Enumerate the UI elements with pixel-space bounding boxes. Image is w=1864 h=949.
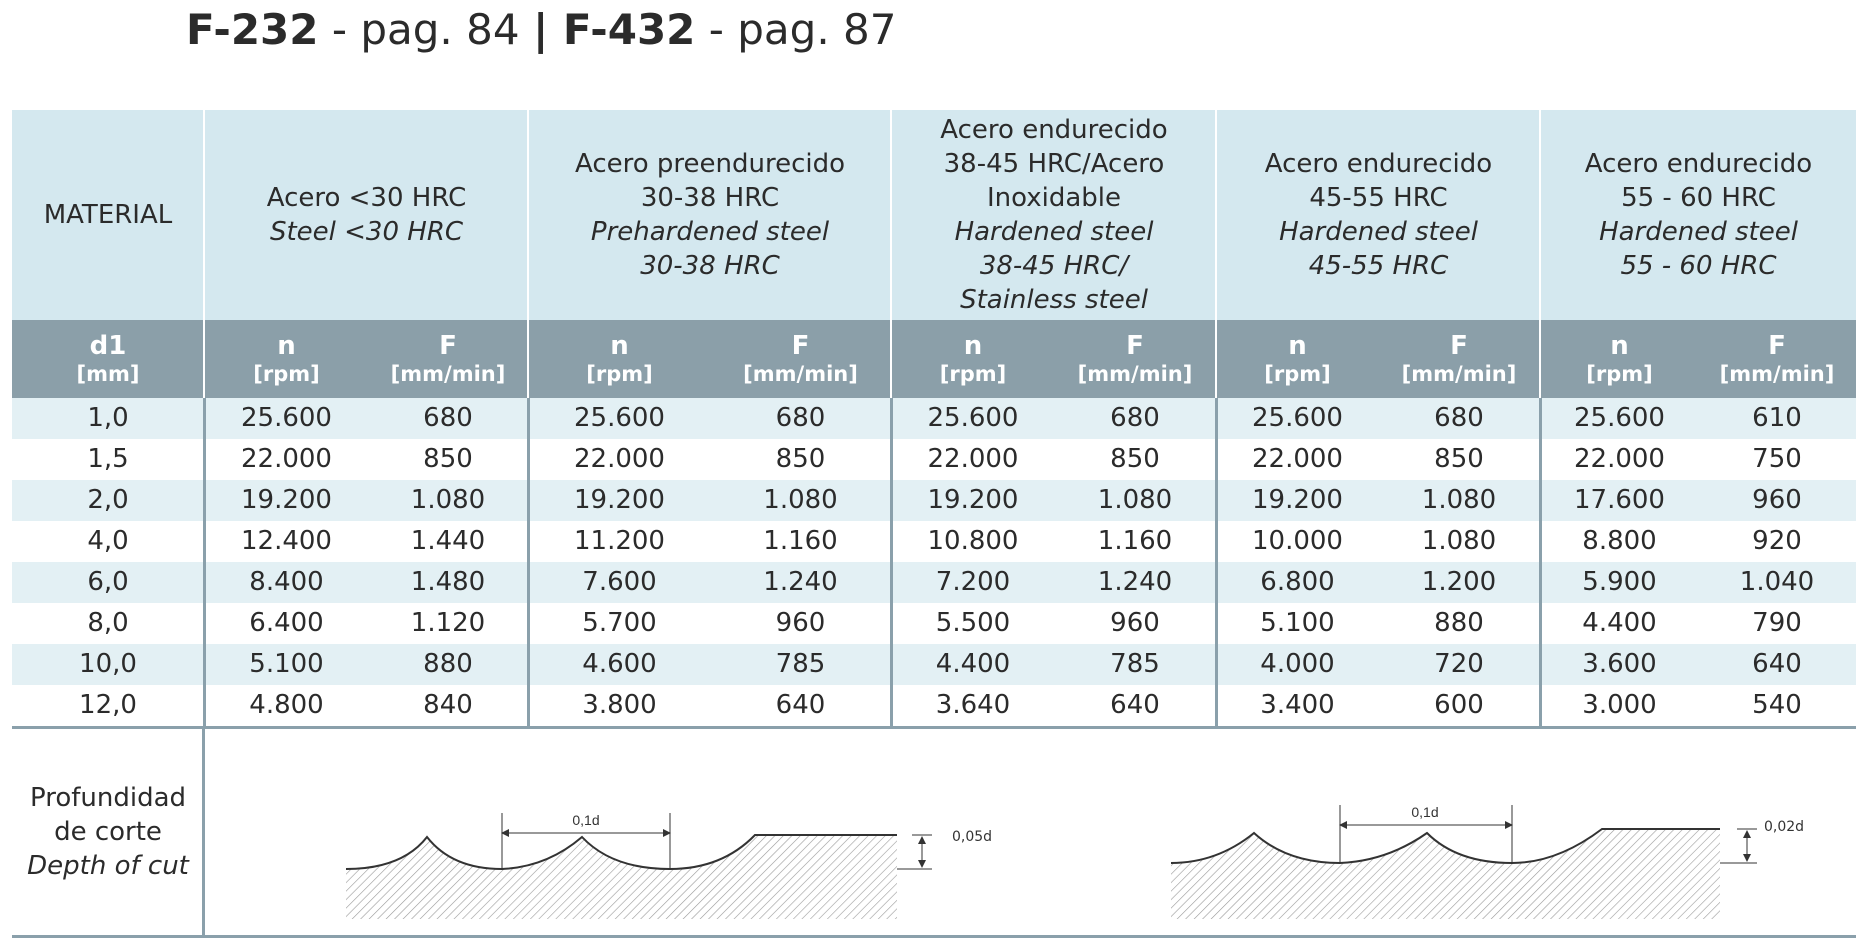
rpm-header (1541, 320, 1698, 398)
column-divider (527, 521, 530, 562)
table-row (12, 398, 1856, 439)
feed-cell: 610 (1752, 403, 1802, 433)
diameter-cell: 10,0 (79, 649, 137, 679)
material-group-4 (1217, 110, 1540, 320)
feed-unit: [mm/min] (1401, 362, 1517, 386)
depth-diagram-2 (1157, 769, 1757, 919)
material-label (12, 110, 204, 320)
feed-cell: 640 (1752, 649, 1802, 679)
feed-cell: 1.120 (410, 608, 486, 638)
diameter-cell: 8,0 (87, 608, 129, 638)
feed-cell: 1.160 (763, 526, 838, 556)
column-divider (890, 644, 893, 685)
column-divider (890, 685, 893, 726)
column-divider (1215, 603, 1218, 644)
feed-cell: 1.080 (1421, 485, 1497, 515)
rpm-cell: 3.000 (1582, 690, 1657, 720)
diameter-cell: 6,0 (87, 567, 129, 597)
diameter-cell: 4,0 (87, 526, 129, 556)
feed-cell: 680 (1110, 403, 1160, 433)
column-divider (203, 685, 206, 726)
column-divider (527, 685, 530, 726)
feed-label: F (1450, 331, 1468, 361)
group-4-italic-line: 45-55 HRC (1308, 251, 1449, 281)
feed-cell: 540 (1752, 690, 1802, 720)
feed-cell: 1.480 (410, 567, 486, 597)
rpm-cell: 8.800 (1582, 526, 1657, 556)
unit-header-row (12, 320, 1856, 398)
rpm-header (892, 320, 1054, 398)
table-row (12, 439, 1856, 480)
group-3-line: 38-45 HRC/Acero (943, 149, 1165, 179)
rpm-cell: 5.100 (1260, 608, 1335, 638)
rpm-cell: 25.600 (241, 403, 332, 433)
column-divider (527, 562, 530, 603)
feed-cell: 750 (1752, 444, 1802, 474)
feed-header (1054, 320, 1216, 398)
rpm-label: n (277, 331, 296, 361)
column-divider (1215, 685, 1218, 726)
feed-cell: 1.160 (1097, 526, 1173, 556)
diameter-cell: 1,0 (87, 403, 129, 433)
column-divider (1215, 439, 1218, 480)
rpm-cell: 22.000 (574, 444, 665, 474)
column-divider (1539, 644, 1542, 685)
feed-cell: 960 (1752, 485, 1802, 515)
rpm-cell: 25.600 (574, 403, 665, 433)
column-divider (890, 562, 893, 603)
rpm-cell: 11.200 (574, 526, 665, 556)
column-divider (1215, 110, 1217, 320)
feed-cell: 680 (775, 403, 826, 433)
feed-cell: 1.080 (1097, 485, 1173, 515)
rpm-header (529, 320, 710, 398)
column-divider (527, 110, 529, 320)
d1-header (12, 320, 204, 398)
feed-cell: 920 (1752, 526, 1802, 556)
feed-cell: 1.080 (1421, 526, 1497, 556)
column-divider (203, 320, 205, 398)
column-divider (1539, 110, 1541, 320)
column-divider (203, 562, 206, 603)
feed-unit: [mm/min] (1077, 362, 1193, 386)
feed-header (368, 320, 528, 398)
width-label: 0,1d (572, 812, 600, 828)
rpm-cell: 22.000 (1574, 444, 1665, 474)
group-4-line: Acero endurecido (1264, 149, 1493, 179)
feed-cell: 960 (775, 608, 826, 638)
material-group-3 (892, 110, 1216, 320)
feed-cell: 1.040 (1739, 567, 1815, 597)
column-divider (1215, 320, 1217, 398)
feed-label: F (1126, 331, 1144, 361)
diameter-cell: 2,0 (87, 485, 129, 515)
column-divider (890, 603, 893, 644)
feed-label: F (791, 331, 810, 361)
rpm-cell: 7.600 (582, 567, 657, 597)
rpm-unit: [rpm] (1586, 362, 1653, 386)
feed-cell: 720 (1434, 649, 1484, 679)
column-divider (1539, 562, 1542, 603)
column-divider (1539, 521, 1542, 562)
feed-cell: 640 (1110, 690, 1160, 720)
feed-cell: 880 (1434, 608, 1484, 638)
rpm-cell: 12.400 (241, 526, 332, 556)
table-row (12, 685, 1856, 726)
depth-of-cut-row (12, 726, 1856, 938)
column-divider (527, 320, 529, 398)
feed-header (710, 320, 891, 398)
group-5-italic-line: 55 - 60 HRC (1620, 251, 1777, 281)
column-divider (202, 729, 205, 935)
rpm-cell: 5.500 (935, 608, 1011, 638)
feed-unit: [mm/min] (743, 362, 858, 386)
rpm-cell: 25.600 (1574, 403, 1665, 433)
feed-cell: 640 (775, 690, 826, 720)
material-group-2 (529, 110, 891, 320)
rpm-cell: 10.000 (1252, 526, 1343, 556)
column-divider (1215, 398, 1218, 439)
workpiece-hatch (346, 835, 897, 919)
d1-label: d1 (89, 331, 127, 361)
rpm-cell: 5.100 (249, 649, 324, 679)
rpm-cell: 25.600 (927, 403, 1019, 433)
table-row (12, 480, 1856, 521)
rpm-cell: 4.000 (1260, 649, 1335, 679)
depth-label-2: 0,02d (1764, 819, 1805, 835)
page-ref-1: - pag. 84 (318, 5, 533, 54)
column-divider (1539, 320, 1541, 398)
group-3-italic-line: 38-45 HRC/ (979, 251, 1129, 281)
product-code-2: F-432 (548, 5, 696, 54)
rpm-cell: 6.800 (1260, 567, 1335, 597)
rpm-unit: [rpm] (586, 362, 653, 386)
depth-label-italic: Depth of cut (27, 851, 189, 881)
rpm-unit: [rpm] (939, 362, 1007, 386)
column-divider (527, 480, 530, 521)
material-label-text: MATERIAL (43, 200, 173, 230)
rpm-cell: 3.800 (582, 690, 657, 720)
feed-cell: 880 (423, 649, 473, 679)
workpiece-hatch (1171, 829, 1720, 919)
rpm-cell: 19.200 (927, 485, 1019, 515)
depth-label-line: de corte (54, 817, 162, 847)
feed-cell: 785 (775, 649, 826, 679)
rpm-cell: 4.400 (1582, 608, 1657, 638)
group-3-line: Inoxidable (986, 183, 1122, 213)
column-divider (203, 398, 206, 439)
group-2-italic-line: 30-38 HRC (640, 251, 780, 281)
column-divider (1215, 562, 1218, 603)
material-header-row (12, 110, 1856, 320)
rpm-cell: 6.400 (249, 608, 324, 638)
column-divider (203, 603, 206, 644)
depth-label-1: 0,05d (952, 829, 993, 845)
feed-cell: 1.080 (763, 485, 838, 515)
column-divider (203, 439, 206, 480)
feed-cell: 785 (1110, 649, 1160, 679)
data-rows (12, 398, 1856, 726)
table-row (12, 644, 1856, 685)
column-divider (1215, 480, 1218, 521)
feed-header (1698, 320, 1856, 398)
rpm-cell: 5.900 (1582, 567, 1657, 597)
feed-cell: 840 (423, 690, 473, 720)
group-2-italic-line: Prehardened steel (590, 217, 830, 247)
rpm-cell: 3.600 (1582, 649, 1657, 679)
feed-cell: 1.240 (1097, 567, 1173, 597)
rpm-cell: 5.700 (582, 608, 657, 638)
group-3-italic-line: Stainless steel (960, 285, 1148, 315)
rpm-label: n (963, 331, 983, 361)
feed-cell: 850 (775, 444, 826, 474)
group-1-italic-line: Steel <30 HRC (269, 217, 464, 247)
rpm-cell: 19.200 (1252, 485, 1343, 515)
d1-unit: [mm] (76, 362, 140, 386)
rpm-unit: [rpm] (253, 362, 320, 386)
feed-cell: 1.200 (1421, 567, 1497, 597)
page-ref-2: - pag. 87 (695, 5, 897, 54)
depth-of-cut-label (12, 729, 204, 935)
group-4-italic-line: Hardened steel (1279, 217, 1478, 247)
rpm-header (205, 320, 368, 398)
group-5-line: Acero endurecido (1584, 149, 1813, 179)
table-row (12, 521, 1856, 562)
rpm-header (1217, 320, 1378, 398)
rpm-cell: 25.600 (1252, 403, 1343, 433)
column-divider (527, 644, 530, 685)
feed-cell: 1.240 (763, 567, 838, 597)
rpm-cell: 22.000 (241, 444, 332, 474)
column-divider (1539, 603, 1542, 644)
column-divider (203, 644, 206, 685)
material-group-1 (205, 110, 528, 320)
column-divider (890, 398, 893, 439)
feed-cell: 680 (423, 403, 473, 433)
rpm-cell: 7.200 (935, 567, 1011, 597)
rpm-cell: 4.400 (935, 649, 1011, 679)
rpm-cell: 4.800 (249, 690, 324, 720)
feed-cell: 850 (1434, 444, 1484, 474)
page-title (186, 2, 896, 58)
depth-diagram-1 (332, 769, 932, 919)
column-divider (1539, 480, 1542, 521)
feed-unit: [mm/min] (1719, 362, 1835, 386)
feed-cell: 1.440 (410, 526, 486, 556)
column-divider (1215, 521, 1218, 562)
group-3-italic-line: Hardened steel (954, 217, 1154, 247)
rpm-cell: 10.800 (927, 526, 1019, 556)
rpm-label: n (610, 331, 629, 361)
cutting-data-table (12, 110, 1856, 938)
rpm-cell: 22.000 (1252, 444, 1343, 474)
feed-label: F (1768, 331, 1786, 361)
feed-cell: 1.080 (410, 485, 486, 515)
column-divider (203, 480, 206, 521)
group-2-line: 30-38 HRC (640, 183, 780, 213)
width-label: 0,1d (1411, 804, 1439, 820)
column-divider (203, 521, 206, 562)
column-divider (1539, 685, 1542, 726)
feed-unit: [mm/min] (390, 362, 506, 386)
group-4-line: 45-55 HRC (1309, 183, 1448, 213)
diameter-cell: 12,0 (79, 690, 137, 720)
group-1-line: Acero <30 HRC (266, 183, 467, 213)
column-divider (1539, 439, 1542, 480)
column-divider (890, 110, 892, 320)
diameter-cell: 1,5 (87, 444, 129, 474)
feed-label: F (439, 331, 457, 361)
rpm-cell: 19.200 (574, 485, 665, 515)
column-divider (527, 398, 530, 439)
column-divider (890, 521, 893, 562)
group-5-italic-line: Hardened steel (1599, 217, 1798, 247)
rpm-cell: 3.400 (1260, 690, 1335, 720)
feed-cell: 850 (423, 444, 473, 474)
rpm-label: n (1610, 331, 1629, 361)
rpm-label: n (1288, 331, 1307, 361)
rpm-cell: 22.000 (927, 444, 1019, 474)
feed-cell: 680 (1434, 403, 1484, 433)
group-3-line: Acero endurecido (940, 115, 1168, 145)
group-5-line: 55 - 60 HRC (1621, 183, 1776, 213)
depth-label-line: Profundidad (29, 783, 187, 813)
table-row (12, 603, 1856, 644)
title-separator: | (532, 5, 549, 54)
feed-cell: 850 (1110, 444, 1160, 474)
column-divider (203, 110, 205, 320)
rpm-unit: [rpm] (1264, 362, 1331, 386)
product-code-1: F-232 (186, 5, 319, 54)
rpm-cell: 19.200 (241, 485, 332, 515)
feed-header (1378, 320, 1540, 398)
rpm-cell: 4.600 (582, 649, 657, 679)
feed-cell: 790 (1752, 608, 1802, 638)
column-divider (890, 320, 892, 398)
column-divider (1215, 644, 1218, 685)
column-divider (1539, 398, 1542, 439)
feed-cell: 960 (1110, 608, 1160, 638)
column-divider (527, 603, 530, 644)
table-row (12, 562, 1856, 603)
column-divider (890, 480, 893, 521)
rpm-cell: 3.640 (935, 690, 1011, 720)
rpm-cell: 8.400 (249, 567, 324, 597)
feed-cell: 600 (1434, 690, 1484, 720)
group-2-line: Acero preendurecido (574, 149, 846, 179)
column-divider (890, 439, 893, 480)
material-group-5 (1541, 110, 1856, 320)
rpm-cell: 17.600 (1574, 485, 1665, 515)
column-divider (527, 439, 530, 480)
